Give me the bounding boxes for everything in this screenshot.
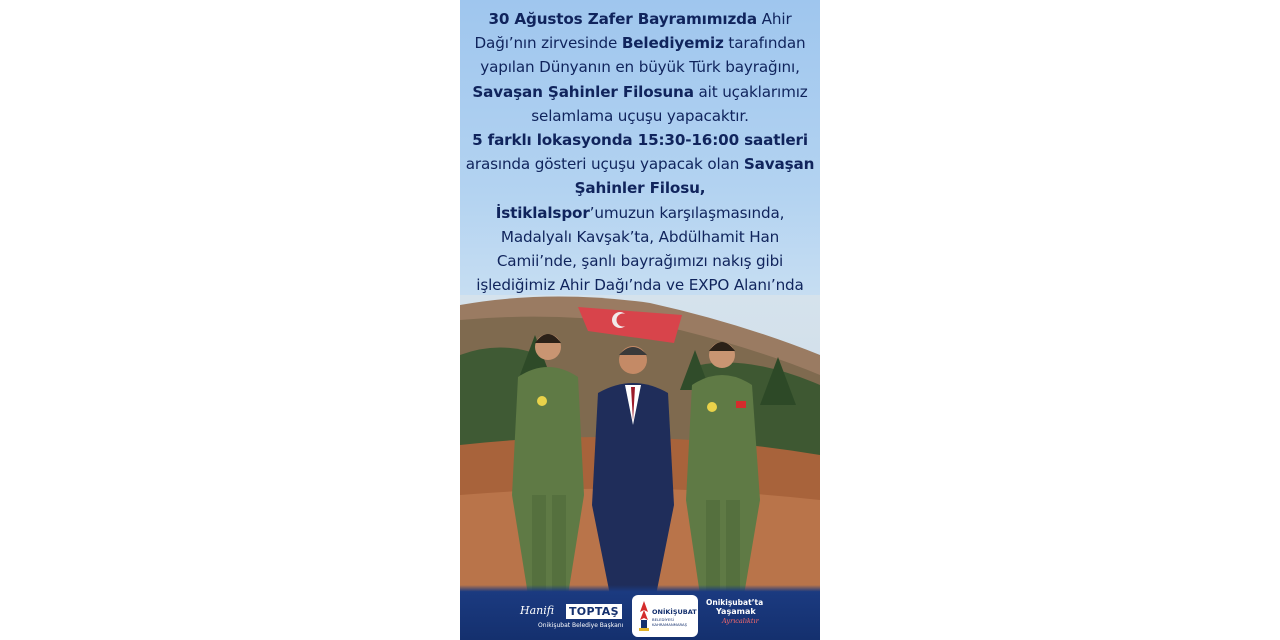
text-fragment: tarafından yapılan Dünyanın en büyük Türk bayrağını, xyxy=(480,34,806,77)
municipality-emblem-icon xyxy=(638,600,650,632)
announcement-poster xyxy=(460,0,820,640)
event-title: 30 Ağustos Zafer Bayramımızda xyxy=(488,10,757,28)
logo-sub-2: KAHRAMANMARAŞ xyxy=(652,622,688,627)
slogan-line-2: Yaşamak xyxy=(716,607,756,616)
announcement-text xyxy=(460,7,820,322)
footer-bar xyxy=(460,585,820,640)
paragraph-1 xyxy=(460,7,820,128)
text-fragment: ’umuzun karşılaşmasında, Madalyalı Kavşak’ta, Abdülhamit Han Camii’nde, şanlı bayrağımızı nakış gibi işlediğimiz Ahir Dağı’nda ve EXPO Alanı’nda xyxy=(476,203,804,295)
mayor-name: TOPTAŞ xyxy=(566,604,622,619)
municipality-highlight: Belediyemiz xyxy=(621,34,724,53)
text-fragment: arasında gösteri uçuşu yapacak olan xyxy=(465,155,744,174)
text-fragment: ait uçaklarımız selamlama uçuşu yapacaktır. xyxy=(531,82,808,125)
club-highlight: İstiklalspor xyxy=(495,203,590,222)
municipality-logo xyxy=(632,595,698,637)
logo-sub-1: BELEDİYESİ xyxy=(652,617,674,622)
logo-subtitle xyxy=(652,617,687,627)
squadron-highlight: Savaşan Şahinler Filosu, xyxy=(574,155,815,198)
time-highlight: 5 farklı lokasyonda 15:30-16:00 saatleri xyxy=(472,131,808,150)
text-fragment: Ahir Dağı’nın zirvesinde xyxy=(474,10,792,53)
squadron-highlight: Savaşan Şahinler Filosuna xyxy=(472,82,694,101)
mayor-signature: Hanifi xyxy=(520,604,555,617)
paragraph-2 xyxy=(460,128,820,322)
slogan-line-3: Ayrıcalıktır xyxy=(722,617,759,625)
pilots-photo xyxy=(460,295,820,595)
mayor-title: Onikişubat Belediye Başkanı xyxy=(538,622,624,629)
logo-name: ONİKİŞUBAT xyxy=(652,608,697,616)
slogan-line-1: Onikişubat’ta xyxy=(706,598,764,607)
